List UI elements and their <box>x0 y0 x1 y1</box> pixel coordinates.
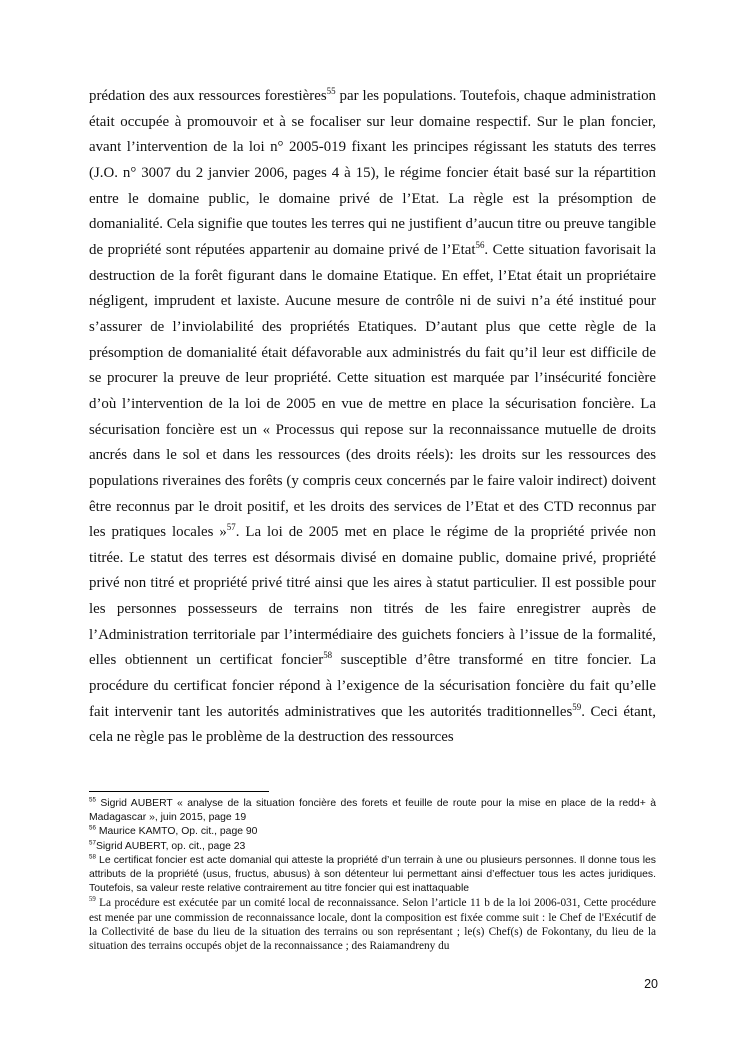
footnote-number: 59 <box>89 896 96 904</box>
footnote-text: Maurice KAMTO, Op. cit., page 90 <box>95 826 258 838</box>
footnote-ref-58[interactable]: 58 <box>323 650 333 661</box>
footnote-number: 56 <box>89 824 96 832</box>
footnote-text: La procédure est exécutée par un comité local de reconnaissance. Selon l’article 11 b de la loi 2006-031, Cette procédure est menée par une commission de reconnaissance locale, dont la composition est fixée comme suit : le Chef de l'Exécutif de la Collectivité de base du lieu de la situation des terrains ou son représentant ; le(s) Chef(s) de Fokontany, du lieu de la situation des terrains occupés objet de la reconnaissance ; des Raiamandreny du <box>89 897 656 953</box>
footnote-ref-59[interactable]: 59 <box>572 701 582 712</box>
footnote-text: Sigrid AUBERT, op. cit., page 23 <box>95 840 246 852</box>
footnote-56 <box>89 825 656 839</box>
body-text-run: . Ceci étant, cela ne règle pas le problème de la destruction des ressources <box>89 703 656 746</box>
footnote-ref-55[interactable]: 55 <box>326 86 336 97</box>
body-text-run: . Cette situation favorisait la destruction de la forêt figurant dans le domaine Etatique. En effet, l’Etat était un propriétaire négligent, imprudent et laxiste. Aucune mesure de contrôle ni de suivi n’a été institué pour s’assurer de l’inviolabilité des propriétés Etatiques. D’autant plus que cette règle de la présomption de domanialité était défavorable aux administrés du fait qu’il leur est difficile de se procurer la preuve de leur propriété. Cette situation est marquée par l’insécurité foncière d’où l’intervention de la loi de 2005 en vue de mettre en place la sécurisation foncière. La sécurisation foncière est un « Processus qui repose sur la reconnaissance mutuelle de droits ancrés dans le sol et dans les ressources (des droits réels): les droits sur les ressources des populations riveraines des forêts (y compris ceux concernés par le faire valoir indirect) doivent être reconnus par le droit positif, et les droits des services de l’Etat et des CTD reconnus par les pratiques locales » <box>89 241 656 541</box>
footnote-58 <box>89 854 656 897</box>
page-number: 20 <box>644 977 658 991</box>
footnote-ref-56[interactable]: 56 <box>475 239 485 250</box>
body-text-run: . La loi de 2005 met en place le régime de la propriété privée non titrée. Le statut des terres est désormais divisé en domaine public, domaine privé, propriété privé non titré et propriété privé titré ainsi que les aires à statut particulier. Il est possible pour les personnes possesseurs de terrains non titrés de les faire enregistrer auprès de l’Administration territoriale par l’intermédiaire des guichets fonciers à l’issue de la formalité, elles obtiennent un certificat foncier <box>89 524 656 669</box>
footnote-text: Sigrid AUBERT « analyse de la situation foncière des forets et feuille de route pour la mise en place de la redd+ à Madagascar », juin 2015, page 19 <box>89 798 656 824</box>
body-text-run: susceptible d’être transformé en titre foncier. La procédure du certificat foncier répond à l’exigence de la sécurisation foncière du fait qu’elle fait intervenir tant les autorités administratives que les autorités traditionnelles <box>89 652 656 720</box>
footnote-number: 57 <box>89 839 96 847</box>
body-paragraph <box>89 84 656 751</box>
footnote-ref-57[interactable]: 57 <box>226 522 236 533</box>
footnote-separator <box>89 791 269 792</box>
footnote-59 <box>89 896 656 953</box>
footnote-number: 58 <box>89 853 96 861</box>
footnotes <box>89 797 656 953</box>
footnote-55 <box>89 797 656 825</box>
body-text-run: par les populations. Toutefois, chaque administration était occupée à promouvoir et à se focaliser sur leur domaine respectif. Sur le plan foncier, avant l’intervention de la loi n° 2005-019 fixant les principes régissant les statuts des terres (J.O. n° 3007 du 2 janvier 2006, pages 4 à 15), le régime foncier était basé sur la répartition entre le domaine public, le domaine privé de l’Etat. La règle est la présomption de domanialité. Cela signifie que toutes les terres qui ne justifient d’aucun titre ou preuve tangible de propriété sont réputées appartenir au domaine privé de l’Etat <box>89 88 656 258</box>
footnote-57 <box>89 840 656 854</box>
footnote-number: 55 <box>89 796 96 804</box>
footnote-text: Le certificat foncier est acte domanial qui atteste la propriété d’un terrain à une ou plusieurs personnes. Il donne tous les attributs de la propriété (usus, fructus, abusus) à son détenteur lui permettant ainsi d’effectuer tous les actes juridiques. Toutefois, sa valeur reste relative contrairement au titre foncier qui est inattaquable <box>89 854 656 895</box>
body-text-run: prédation des aux ressources forestières <box>89 88 327 104</box>
